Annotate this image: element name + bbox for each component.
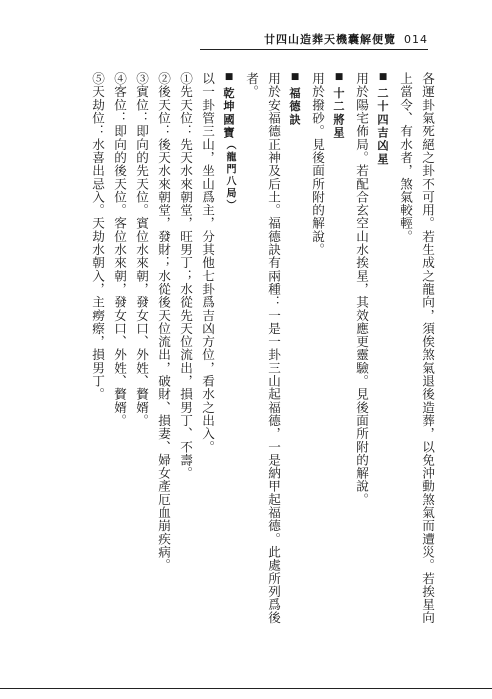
heading-text: 十二將星 [332,87,346,140]
section-heading [220,72,238,672]
heading-note: （龍門八局） [224,139,235,212]
body-column: 用於陽宅佈局。若配合玄空山水挨星，其效應更靈驗。見後面所附的解說。 [354,72,369,506]
heading-marker-icon: ■ [290,72,300,84]
body-column: 上當令、有水者，煞氣較輕。 [398,72,413,243]
body-column: 用於撥砂。見後面所附的解說。 [310,72,325,257]
heading-text: 二十四吉凶星 [376,87,390,167]
list-item: ③賓位：即向的先天位。賓位水來朝，發女口、外姓、贅婿。 [134,72,149,428]
bottom-rule [0,688,492,689]
list-item: ①先天位：先天水來朝堂，旺男丁；水從先天位流出，損男丁、不壽。 [178,72,193,480]
section-heading [374,72,392,672]
heading-text: 福德訣 [288,87,302,127]
body-column: 者。 [244,72,259,99]
section-heading [286,72,304,672]
heading-marker-icon: ■ [224,72,234,84]
list-item: ②後天位：後天水來朝堂，發財；水從後天位流出，破財、損妻、婦女產厄血崩疾病。 [156,72,171,572]
heading-text: 乾坤國寶 [222,87,236,140]
heading-marker-icon: ■ [334,72,344,84]
body-column: 用於安福德正神及后土。福德訣有兩種：一是一卦三山起福德，一是納甲起福德。此處所列爲後 [266,72,281,625]
heading-marker-icon: ■ [378,72,388,84]
body-column: 以一卦管三山，坐山爲主，分其他七卦爲吉凶方位，看水之出入。 [200,72,215,454]
list-item: ⑤天劫位：水喜出忌入。天劫水朝入，主癆瘵，損男丁。 [90,72,105,401]
section-heading [330,72,348,672]
header-rule [200,49,428,50]
list-item: ④客位：即向的後天位。客位水來朝，發女口、外姓、贅婿。 [112,72,127,428]
running-header [264,31,428,47]
body-column: 各運卦氣死絕之卦不可用。若生成之龍向，須俟煞氣退後造葬，以免沖動煞氣而遭災。若挨星向 [420,72,435,625]
book-title: 廿四山造葬天機囊解便覽 [264,33,396,46]
page-number: 014 [404,33,428,46]
